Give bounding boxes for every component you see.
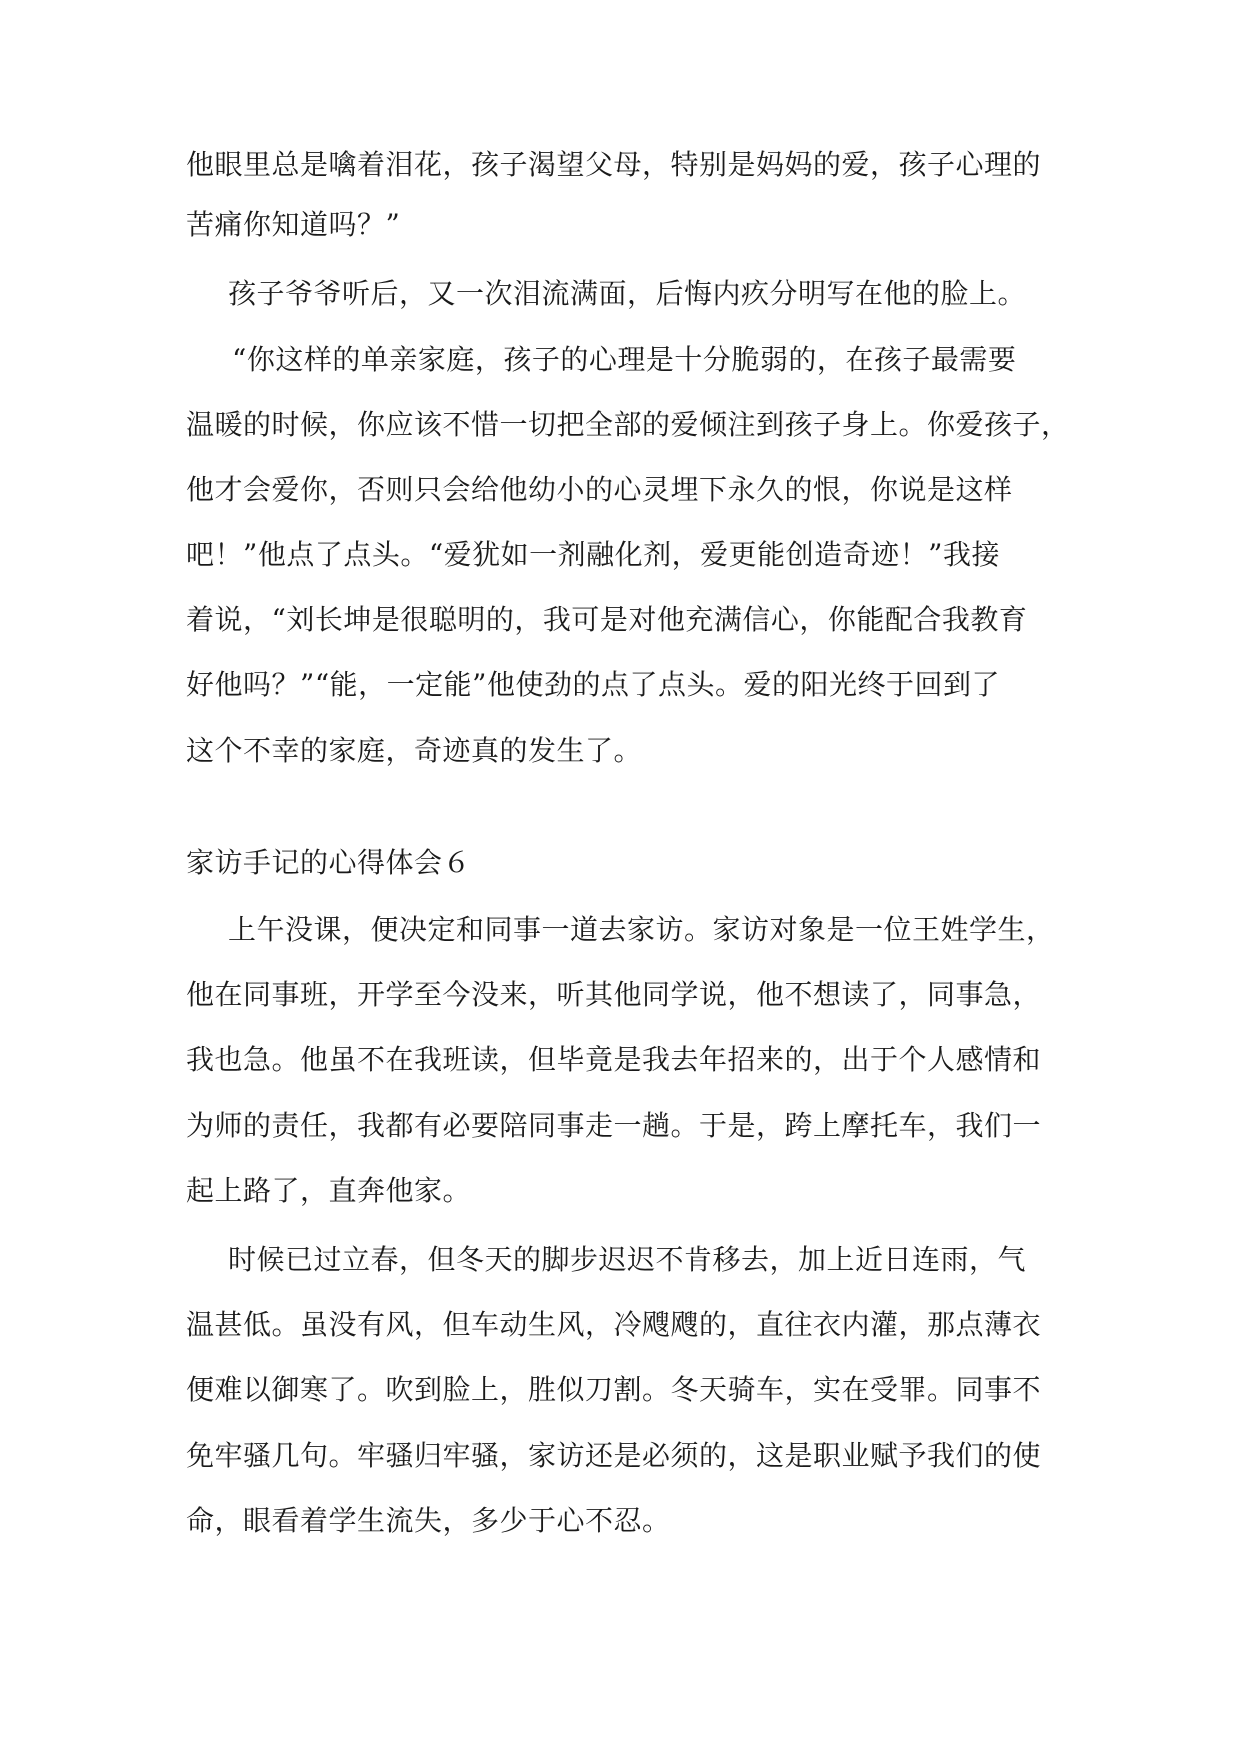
paragraph-line: 温暖的时候，你应该不惜一切把全部的爱倾注到孩子身上。你爱孩子， bbox=[186, 408, 1070, 441]
paragraph-line: 他在同事班，开学至今没来，听其他同学说，他不想读了，同事急， bbox=[186, 978, 1042, 1011]
paragraph-line: 我也急。他虽不在我班读，但毕竟是我去年招来的，出于个人感情和 bbox=[186, 1043, 1042, 1076]
paragraph-line: 好他吗？”“能，一定能”他使劲的点了点头。爱的阳光终于回到了 bbox=[186, 668, 1000, 701]
paragraph-line: 苦痛你知道吗？” bbox=[186, 208, 401, 241]
paragraph-line: 这个不幸的家庭，奇迹真的发生了。 bbox=[186, 734, 643, 767]
paragraph-line: 吧！”他点了点头。“爱犹如一剂融化剂，爱更能创造奇迹！”我接 bbox=[186, 538, 1000, 571]
paragraph-line: “你这样的单亲家庭，孩子的心理是十分脆弱的，在孩子最需要 bbox=[232, 343, 1017, 376]
section-heading: 家访手记的心得体会６ bbox=[186, 846, 472, 879]
paragraph-line: 他眼里总是噙着泪花，孩子渴望父母，特别是妈妈的爱，孩子心理的 bbox=[186, 148, 1042, 181]
paragraph-line: 便难以御寒了。吹到脸上，胜似刀割。冬天骑车，实在受罪。同事不 bbox=[186, 1373, 1042, 1406]
paragraph-line: 上午没课，便决定和同事一道去家访。家访对象是一位王姓学生， bbox=[228, 913, 1055, 946]
paragraph-line: 免牢骚几句。牢骚归牢骚，家访还是必须的，这是职业赋予我们的使 bbox=[186, 1439, 1042, 1472]
paragraph-line: 温甚低。虽没有风，但车动生风，冷飕飕的，直往衣内灌，那点薄衣 bbox=[186, 1308, 1042, 1341]
paragraph-line: 着说，“刘长坤是很聪明的，我可是对他充满信心，你能配合我教育 bbox=[186, 603, 1028, 636]
paragraph-line: 为师的责任，我都有必要陪同事走一趟。于是，跨上摩托车，我们一 bbox=[186, 1109, 1042, 1142]
paragraph-line: 命，眼看着学生流失，多少于心不忍。 bbox=[186, 1504, 671, 1537]
paragraph-line: 他才会爱你，否则只会给他幼小的心灵埋下永久的恨，你说是这样 bbox=[186, 473, 1013, 506]
paragraph-line: 时候已过立春，但冬天的脚步迟迟不肯移去，加上近日连雨，气 bbox=[228, 1243, 1027, 1276]
paragraph-line: 起上路了，直奔他家。 bbox=[186, 1174, 472, 1207]
paragraph-line: 孩子爷爷听后，又一次泪流满面，后悔内疚分明写在他的脸上。 bbox=[228, 277, 1027, 310]
